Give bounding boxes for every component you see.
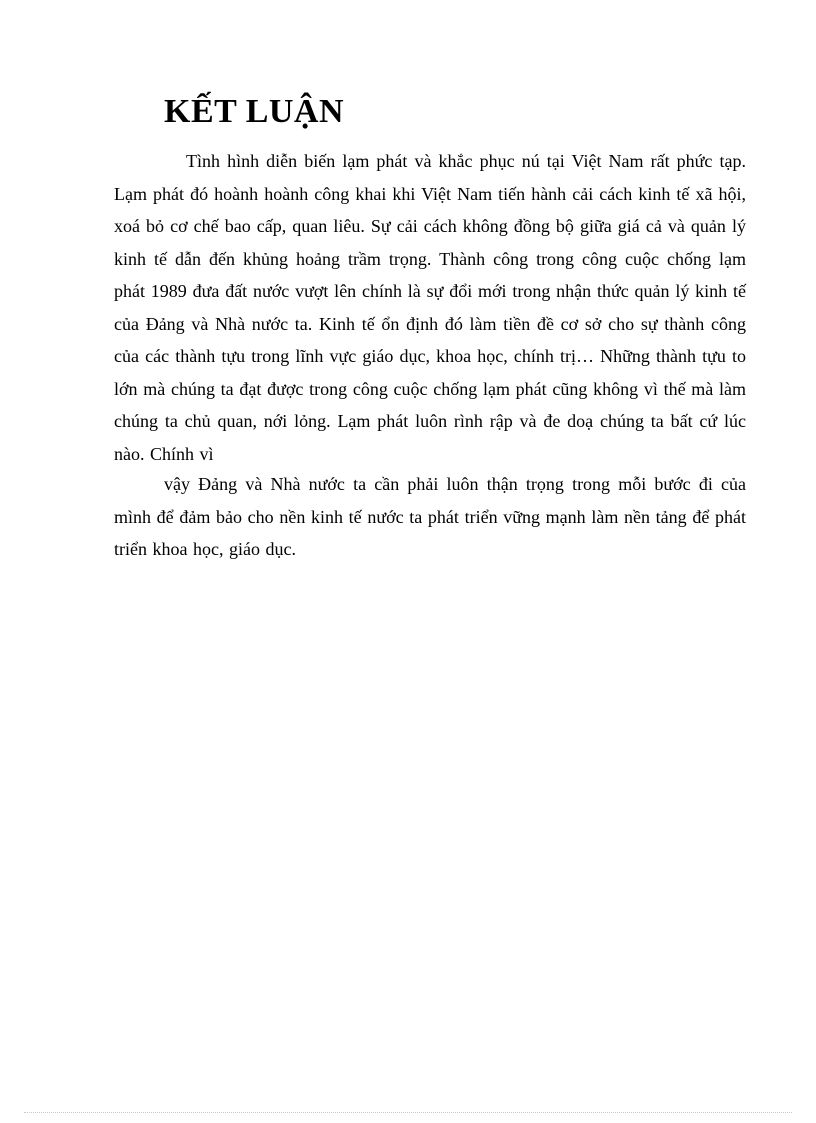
conclusion-paragraph-1: Tình hình diễn biến lạm phát và khắc phục nú tại Việt Nam rất phức tạp. Lạm phát đó hoành hoành công khai khi Việt Nam tiến hành cải cách kinh tế xã hội, xoá bỏ cơ chế bao cấp, quan liêu. Sự cải cách không đồng bộ giữa giá cả và quản lý kinh tế dẫn đến khủng hoảng trầm trọng. Thành công trong công cuộc chống lạm phát 1989 đưa đất nước vượt lên chính là sự đổi mới trong nhận thức quản lý kinh tế của Đảng và Nhà nước ta. Kinh tế ổn định đó làm tiền đề cơ sở cho sự thành công của các thành tựu trong lĩnh vực giáo dục, khoa học, chính trị… Những thành tựu to lớn mà chúng ta đạt được trong công cuộc chống lạm phát cũng không vì thế mà làm chúng ta chủ quan, nới lỏng. Lạm phát luôn rình rập và đe doạ chúng ta bất cứ lúc nào. Chính vì — [114, 151, 746, 464]
footer-divider — [24, 1112, 792, 1113]
conclusion-paragraph-2: vậy Đảng và Nhà nước ta cần phải luôn thận trọng trong mỗi bước đi của mình để đảm bảo cho nền kinh tế nước ta phát triển vững mạnh làm nền tảng để phát triển khoa học, giáo dục. — [114, 474, 746, 559]
page-title: KẾT LUẬN — [164, 93, 345, 130]
